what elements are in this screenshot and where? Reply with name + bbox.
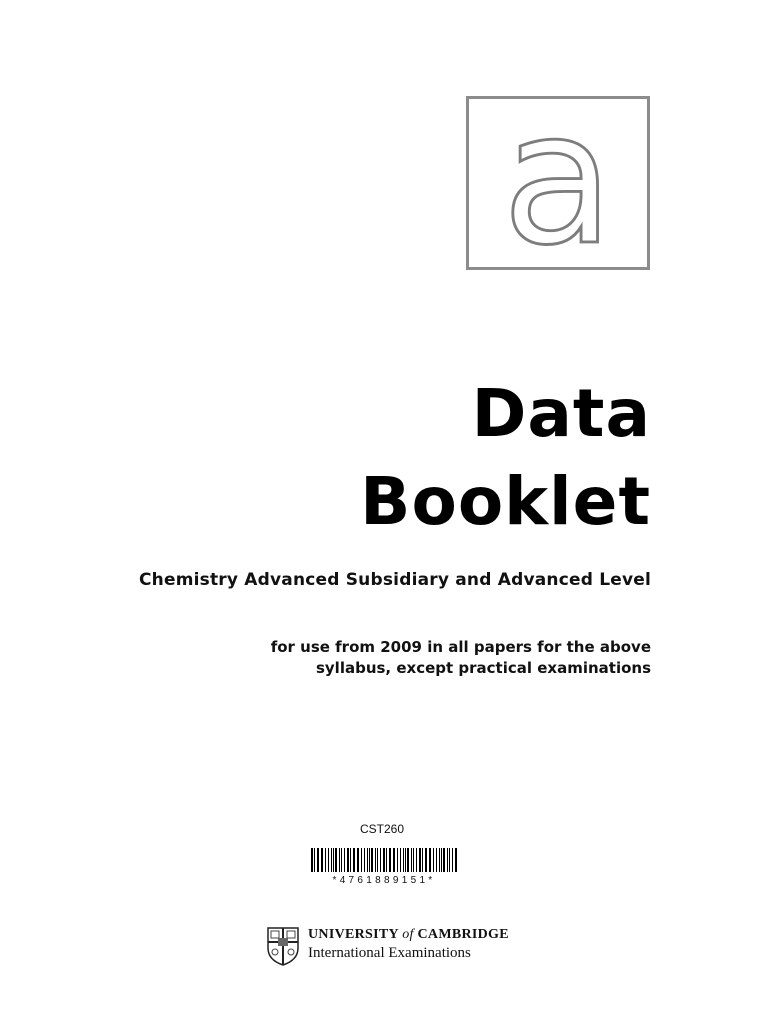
barcode-bar — [333, 848, 334, 872]
barcode-bar — [383, 848, 385, 872]
of-word: of — [402, 927, 414, 942]
barcode-bar — [331, 848, 332, 872]
usage-line-2: syllabus, except practical examinations — [315, 659, 651, 677]
barcode-bar — [403, 848, 404, 872]
university-crest-icon — [266, 926, 300, 966]
barcode-bar — [449, 848, 450, 872]
barcode-bar — [416, 848, 417, 872]
barcode-bar — [371, 848, 373, 872]
barcode-bar — [433, 848, 434, 872]
barcode-bar — [367, 848, 368, 872]
barcode-bar — [436, 848, 437, 872]
barcode-bar — [439, 848, 440, 872]
barcode-bar — [377, 848, 378, 872]
barcode-bar — [311, 848, 313, 872]
barcode-bar — [347, 848, 349, 872]
barcode-bar — [441, 848, 442, 872]
barcode-bar — [386, 848, 387, 872]
barcode-bar — [314, 848, 315, 872]
barcode-bar — [419, 848, 421, 872]
barcode-bar — [341, 848, 342, 872]
examinations-division: International Examinations — [308, 945, 471, 961]
barcode-bar — [407, 848, 409, 872]
barcode-number: *4761889151* — [332, 875, 436, 886]
barcode-bar — [425, 848, 427, 872]
barcode-bar — [344, 848, 345, 872]
barcode-bar — [317, 848, 319, 872]
barcode-bar — [321, 848, 323, 872]
subtitle: Chemistry Advanced Subsidiary and Advanced Level — [138, 570, 651, 590]
barcode-bar — [405, 848, 406, 872]
university-name — [308, 927, 509, 943]
usage-line-1: for use from 2009 in all papers for the above — [270, 638, 651, 656]
document-code: CST260 — [360, 822, 405, 836]
barcode-bar — [397, 848, 398, 872]
page-title — [360, 370, 651, 546]
barcode-bar — [339, 848, 340, 872]
barcode-bar — [328, 848, 329, 872]
barcode-bar — [369, 848, 370, 872]
title-line-2: Booklet — [360, 463, 651, 540]
barcode-bar — [375, 848, 376, 872]
letter-a-logo — [466, 96, 650, 270]
barcode-bar — [361, 848, 362, 872]
barcode-bar — [455, 848, 457, 872]
barcode-bar — [429, 848, 431, 872]
usage-note — [271, 637, 651, 679]
barcode-bar — [353, 848, 355, 872]
barcode — [310, 848, 458, 872]
barcode-bar — [357, 848, 359, 872]
barcode-bar — [350, 848, 351, 872]
barcode-bar — [325, 848, 326, 872]
barcode-bar — [422, 848, 423, 872]
barcode-bar — [452, 848, 453, 872]
barcode-bar — [443, 848, 445, 872]
barcode-bar — [411, 848, 412, 872]
barcode-bar — [380, 848, 381, 872]
logo-letter: a — [501, 99, 615, 267]
barcode-bar — [364, 848, 365, 872]
barcode-bar — [400, 848, 401, 872]
university-word: UNIVERSITY — [308, 927, 399, 942]
title-line-1: Data — [471, 375, 651, 452]
barcode-bar — [413, 848, 414, 872]
barcode-bar — [389, 848, 391, 872]
barcode-bar — [335, 848, 337, 872]
barcode-bar — [447, 848, 448, 872]
cambridge-word: CAMBRIDGE — [417, 927, 509, 942]
barcode-bar — [393, 848, 395, 872]
